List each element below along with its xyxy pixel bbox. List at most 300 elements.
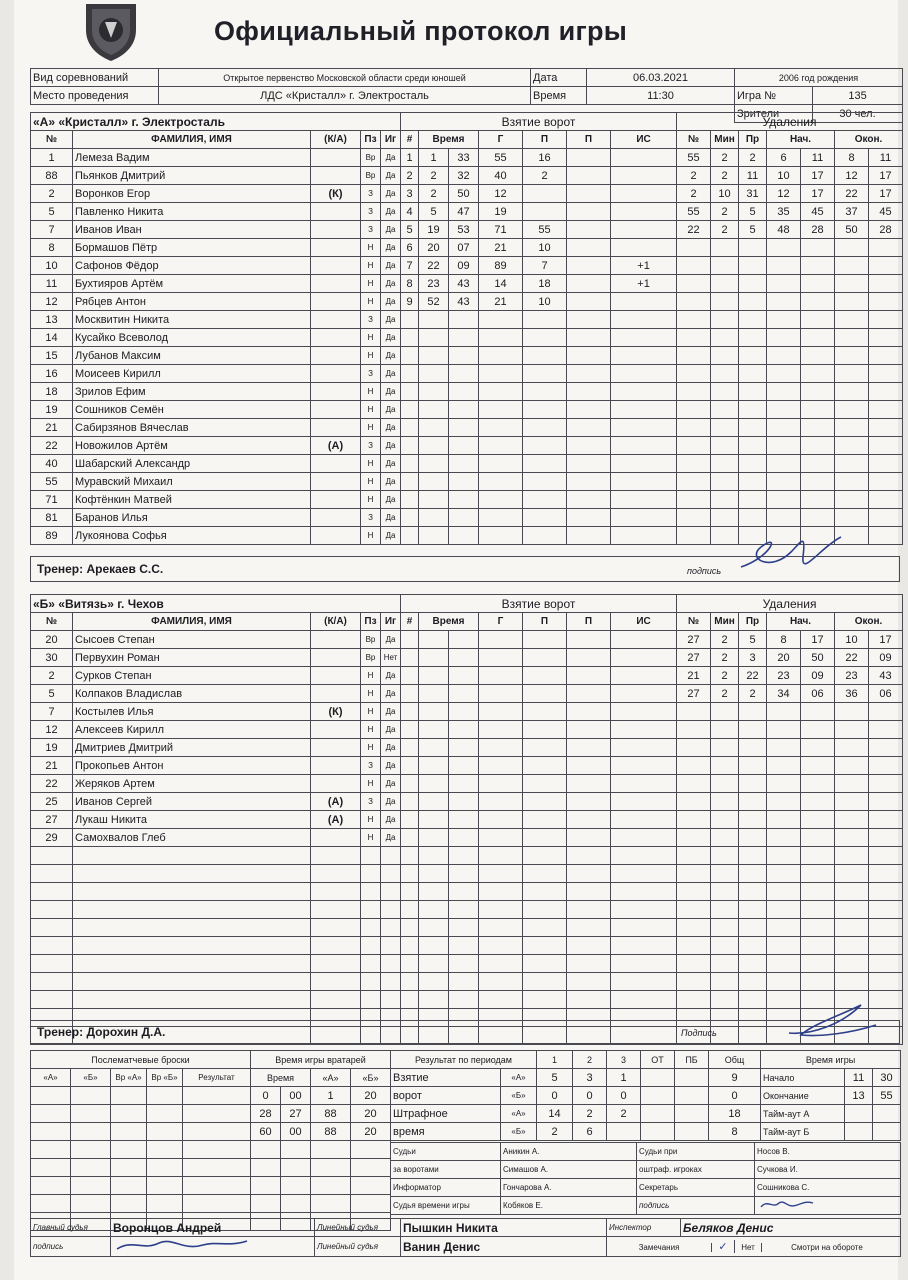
empty-cell (677, 329, 711, 347)
roster-row (31, 257, 401, 275)
gk-col-b: «Б» (351, 1069, 391, 1087)
shoot-col-result: Результат (183, 1069, 251, 1087)
player-name: Баранов Илья (73, 509, 311, 527)
goal-assist-1 (523, 185, 567, 203)
goal-row (401, 185, 677, 203)
empty-cell (183, 1087, 251, 1105)
empty-cell (869, 527, 903, 545)
empty-cell (835, 455, 869, 473)
goal-number: 6 (401, 239, 419, 257)
empty-cell (419, 311, 449, 329)
empty-cell (381, 865, 401, 883)
goal-assist-1: 55 (523, 221, 567, 239)
player-played: Да (381, 311, 401, 329)
empty-cell (311, 919, 361, 937)
penalty-start-sec: 17 (801, 167, 835, 185)
goal-minute: 23 (419, 275, 449, 293)
empty-cell (419, 829, 449, 847)
empty-cell (677, 401, 711, 419)
empty-cell (419, 437, 449, 455)
empty-cell (479, 811, 523, 829)
empty-cell (523, 347, 567, 365)
player-name: Лемеза Вадим (73, 149, 311, 167)
empty-cell (479, 721, 523, 739)
penalty-start-min: 34 (767, 685, 801, 703)
empty-cell (611, 883, 677, 901)
empty-cell (479, 509, 523, 527)
empty-cell (611, 847, 677, 865)
empty-cell (523, 365, 567, 383)
venue-label: Место проведения (31, 87, 159, 105)
empty-cell (801, 865, 835, 883)
empty-cell (739, 721, 767, 739)
pen-col-reason: Пр (739, 131, 767, 149)
empty-cell (711, 739, 739, 757)
empty-cell (523, 919, 567, 937)
goal-minute: 2 (419, 185, 449, 203)
player-position: Н (361, 491, 381, 509)
penalty-row (677, 401, 903, 419)
penalty-end-sec: 17 (869, 631, 903, 649)
empty-cell (739, 293, 767, 311)
player-number: 11 (31, 275, 73, 293)
gk-col-a: «А» (311, 1069, 351, 1087)
roster-row (31, 149, 401, 167)
empty-cell (801, 347, 835, 365)
empty-cell (869, 383, 903, 401)
player-number: 7 (31, 221, 73, 239)
penalty-start-min: 12 (767, 185, 801, 203)
empty-cell (523, 721, 567, 739)
empty-cell (677, 847, 711, 865)
penalty-row (677, 293, 903, 311)
empty-cell (869, 419, 903, 437)
empty-cell (677, 739, 711, 757)
player-position: Н (361, 455, 381, 473)
goal-scorer: 19 (479, 203, 523, 221)
empty-cell (869, 901, 903, 919)
goal-scorer: 89 (479, 257, 523, 275)
player-played: Да (381, 473, 401, 491)
empty-cell (767, 775, 801, 793)
empty-cell (567, 973, 611, 991)
empty-cell (739, 775, 767, 793)
pen-col-end: Окон. (835, 131, 903, 149)
empty-cell (311, 937, 361, 955)
empty-cell (111, 1159, 147, 1177)
penalty-row (677, 937, 903, 955)
empty-cell (361, 847, 381, 865)
goal-judges-label-2: за воротами (391, 1161, 501, 1179)
player-position: Н (361, 775, 381, 793)
period-row-team: «А» (501, 1069, 537, 1087)
player-number: 22 (31, 437, 73, 455)
empty-cell (449, 419, 479, 437)
empty-cell (311, 955, 361, 973)
empty-cell (419, 491, 449, 509)
penalty-start-min: 20 (767, 649, 801, 667)
penalty-end-min: 22 (835, 185, 869, 203)
penalty-minutes: 2 (711, 685, 739, 703)
empty-cell (401, 631, 419, 649)
goal-row (401, 473, 677, 491)
empty-cell (401, 419, 419, 437)
empty-cell (401, 649, 419, 667)
empty-cell (869, 401, 903, 419)
empty-cell (801, 775, 835, 793)
player-role (311, 473, 361, 491)
empty-cell (479, 527, 523, 545)
spectators-value: 30 чел. (813, 105, 903, 123)
goal-assist-1: 10 (523, 293, 567, 311)
empty-cell (419, 473, 449, 491)
empty-cell (801, 455, 835, 473)
player-played: Да (381, 221, 401, 239)
penalty-minutes: 2 (711, 203, 739, 221)
empty-cell (611, 509, 677, 527)
penalty-row (677, 685, 903, 703)
goal-row (401, 811, 677, 829)
empty-cell (869, 239, 903, 257)
player-name: Муравский Михаил (73, 473, 311, 491)
empty-cell (31, 1141, 71, 1159)
empty-cell (479, 829, 523, 847)
penalty-row (677, 239, 903, 257)
penalty-player: 27 (677, 685, 711, 703)
goal-situation (611, 167, 677, 185)
goal-row (401, 901, 677, 919)
empty-cell (835, 919, 869, 937)
empty-cell (31, 1105, 71, 1123)
penalty-start-min: 10 (767, 167, 801, 185)
empty-cell (449, 311, 479, 329)
empty-cell (801, 847, 835, 865)
penalty-end-min: 50 (835, 221, 869, 239)
empty-cell (281, 1195, 311, 1213)
empty-cell (401, 721, 419, 739)
goal-row (401, 991, 677, 1009)
player-role (311, 721, 361, 739)
empty-cell (419, 973, 449, 991)
team-b-coach: Тренер: Дорохин Д.А. (37, 1025, 166, 1039)
empty-cell (419, 865, 449, 883)
empty-cell (677, 721, 711, 739)
player-role (311, 419, 361, 437)
empty-cell (419, 631, 449, 649)
goal-row (401, 829, 677, 847)
penalty-reason: 31 (739, 185, 767, 203)
club-logo-icon (80, 0, 142, 62)
game-label: Игра № (735, 87, 813, 105)
goal-scorer: 55 (479, 149, 523, 167)
penalty-end-sec: 09 (869, 649, 903, 667)
goal-minute: 1 (419, 149, 449, 167)
empty-cell (801, 829, 835, 847)
empty-cell (739, 239, 767, 257)
empty-cell (739, 401, 767, 419)
empty-cell (449, 649, 479, 667)
goal-row (401, 919, 677, 937)
player-role (311, 631, 361, 649)
empty-cell (381, 847, 401, 865)
empty-cell (111, 1195, 147, 1213)
empty-cell (869, 757, 903, 775)
empty-cell (739, 437, 767, 455)
penalty-judge-1: Носов В. (755, 1143, 901, 1161)
player-position: Вр (361, 631, 381, 649)
player-number: 13 (31, 311, 73, 329)
empty-cell (711, 721, 739, 739)
penalty-row (677, 419, 903, 437)
empty-cell (611, 401, 677, 419)
penalty-row (677, 257, 903, 275)
empty-cell (611, 437, 677, 455)
empty-cell (523, 509, 567, 527)
team-a-sign-label: подпись (687, 566, 722, 576)
goal-assist-2 (567, 203, 611, 221)
empty-cell (479, 419, 523, 437)
empty-cell (567, 649, 611, 667)
empty-cell (711, 491, 739, 509)
player-played: Да (381, 509, 401, 527)
empty-cell (419, 401, 449, 419)
goal-assist-1: 18 (523, 275, 567, 293)
roster-row (31, 973, 401, 991)
time-label: Время (531, 87, 587, 105)
player-name: Шабарский Александр (73, 455, 311, 473)
penalty-end-sec: 06 (869, 685, 903, 703)
empty-cell (611, 739, 677, 757)
goal-assist-2 (567, 275, 611, 293)
empty-cell (523, 793, 567, 811)
penalty-end-sec: 43 (869, 667, 903, 685)
player-played: Да (381, 239, 401, 257)
empty-cell (419, 649, 449, 667)
player-name: Дмитриев Дмитрий (73, 739, 311, 757)
empty-cell (711, 829, 739, 847)
empty-cell (835, 401, 869, 419)
player-name: Воронков Егор (73, 185, 311, 203)
roster-row (31, 509, 401, 527)
goal-col-assist-1: П (523, 613, 567, 631)
player-number: 5 (31, 203, 73, 221)
shootout-row (31, 1141, 251, 1159)
player-position: Н (361, 383, 381, 401)
player-played: Нет (381, 649, 401, 667)
roster-row (31, 275, 401, 293)
empty-cell (419, 739, 449, 757)
empty-cell (767, 239, 801, 257)
empty-cell (767, 419, 801, 437)
empty-cell (523, 667, 567, 685)
period-value (675, 1069, 709, 1087)
empty-cell (611, 901, 677, 919)
roster-row (31, 649, 401, 667)
empty-cell (835, 757, 869, 775)
empty-cell (611, 721, 677, 739)
empty-cell (479, 991, 523, 1009)
empty-cell (401, 847, 419, 865)
empty-cell (711, 311, 739, 329)
empty-cell (739, 757, 767, 775)
empty-cell (449, 685, 479, 703)
empty-cell (401, 667, 419, 685)
player-played: Да (381, 275, 401, 293)
penalty-player: 55 (677, 149, 711, 167)
empty-cell (711, 455, 739, 473)
chief-referee-signature-icon (113, 1237, 253, 1253)
empty-cell (71, 1087, 111, 1105)
empty-cell (523, 419, 567, 437)
penalty-row (677, 775, 903, 793)
goal-row (401, 167, 677, 185)
empty-cell (361, 883, 381, 901)
gk-second: 27 (281, 1105, 311, 1123)
chief-sign-label: подпись (31, 1237, 111, 1257)
player-played: Да (381, 811, 401, 829)
roster-row (31, 811, 401, 829)
game-value: 135 (813, 87, 903, 105)
penalty-minutes: 2 (711, 631, 739, 649)
empty-cell (835, 775, 869, 793)
goal-row (401, 937, 677, 955)
goal-row (401, 509, 677, 527)
roster-row (31, 203, 401, 221)
empty-cell (739, 991, 767, 1009)
empty-cell (739, 383, 767, 401)
roster-row (31, 167, 401, 185)
empty-cell (381, 937, 401, 955)
penalty-start-sec: 17 (801, 631, 835, 649)
penalty-row (677, 203, 903, 221)
empty-cell (611, 311, 677, 329)
empty-cell (183, 1177, 251, 1195)
roster-row (31, 293, 401, 311)
empty-cell (419, 455, 449, 473)
team-a-coach-row (30, 556, 900, 582)
goal-second: 33 (449, 149, 479, 167)
player-position: Н (361, 703, 381, 721)
penalty-row (677, 847, 903, 865)
empty-cell (401, 919, 419, 937)
pen-col-min: Мин (711, 613, 739, 631)
roster-row (31, 185, 401, 203)
empty-cell (767, 721, 801, 739)
goal-row (401, 401, 677, 419)
penalty-player: 2 (677, 167, 711, 185)
penalty-end-sec: 11 (869, 149, 903, 167)
period-3-header: 3 (607, 1051, 641, 1069)
player-played: Да (381, 739, 401, 757)
empty-cell (677, 703, 711, 721)
penalty-reason: 11 (739, 167, 767, 185)
empty-cell (767, 937, 801, 955)
empty-cell (73, 901, 311, 919)
goal-col-scorer: Г (479, 131, 523, 149)
empty-cell (711, 401, 739, 419)
player-name: Зрилов Ефим (73, 383, 311, 401)
chief-signature-cell (111, 1237, 315, 1257)
player-role (311, 685, 361, 703)
empty-cell (419, 509, 449, 527)
empty-cell (567, 419, 611, 437)
goal-number: 4 (401, 203, 419, 221)
empty-cell (111, 1087, 147, 1105)
empty-cell (523, 649, 567, 667)
period-value (675, 1105, 709, 1123)
empty-cell (401, 703, 419, 721)
remarks-cell (607, 1237, 901, 1257)
player-role (311, 347, 361, 365)
empty-cell (611, 667, 677, 685)
empty-cell (677, 793, 711, 811)
gk-second: 00 (281, 1123, 311, 1141)
empty-cell (677, 829, 711, 847)
player-played: Да (381, 455, 401, 473)
empty-cell (449, 491, 479, 509)
player-role (311, 239, 361, 257)
empty-cell (835, 419, 869, 437)
pen-col-end: Окон. (835, 613, 903, 631)
team-b-penalties-title: Удаления (677, 595, 903, 613)
penalty-start-sec: 17 (801, 185, 835, 203)
empty-cell (567, 991, 611, 1009)
empty-cell (567, 721, 611, 739)
player-role (311, 775, 361, 793)
empty-cell (401, 937, 419, 955)
empty-cell (611, 973, 677, 991)
player-role (311, 527, 361, 545)
penalty-reason: 5 (739, 221, 767, 239)
empty-cell (767, 829, 801, 847)
penalty-start-min: 23 (767, 667, 801, 685)
penalty-end-sec: 45 (869, 203, 903, 221)
empty-cell (711, 437, 739, 455)
empty-cell (381, 955, 401, 973)
empty-cell (523, 973, 567, 991)
goal-second: 47 (449, 203, 479, 221)
empty-cell (73, 919, 311, 937)
empty-cell (401, 991, 419, 1009)
shootout-row (31, 1177, 251, 1195)
penalty-start-sec: 11 (801, 149, 835, 167)
player-name: Лукаш Никита (73, 811, 311, 829)
empty-cell (31, 1123, 71, 1141)
player-name: Алексеев Кирилл (73, 721, 311, 739)
penalty-end-min: 37 (835, 203, 869, 221)
empty-cell (677, 293, 711, 311)
period-row-label: время (391, 1123, 501, 1141)
penalty-row (677, 365, 903, 383)
roster-row (31, 739, 401, 757)
shootout-table (30, 1050, 251, 1231)
empty-cell (523, 775, 567, 793)
empty-cell (677, 383, 711, 401)
empty-cell (449, 455, 479, 473)
penalty-row (677, 829, 903, 847)
empty-cell (801, 509, 835, 527)
empty-cell (419, 347, 449, 365)
goal-scorer: 12 (479, 185, 523, 203)
empty-cell (147, 1105, 183, 1123)
empty-cell (711, 991, 739, 1009)
empty-cell (869, 829, 903, 847)
empty-cell (567, 865, 611, 883)
player-name: Прокопьев Антон (73, 757, 311, 775)
roster-row (31, 221, 401, 239)
goal-row (401, 491, 677, 509)
empty-cell (739, 847, 767, 865)
